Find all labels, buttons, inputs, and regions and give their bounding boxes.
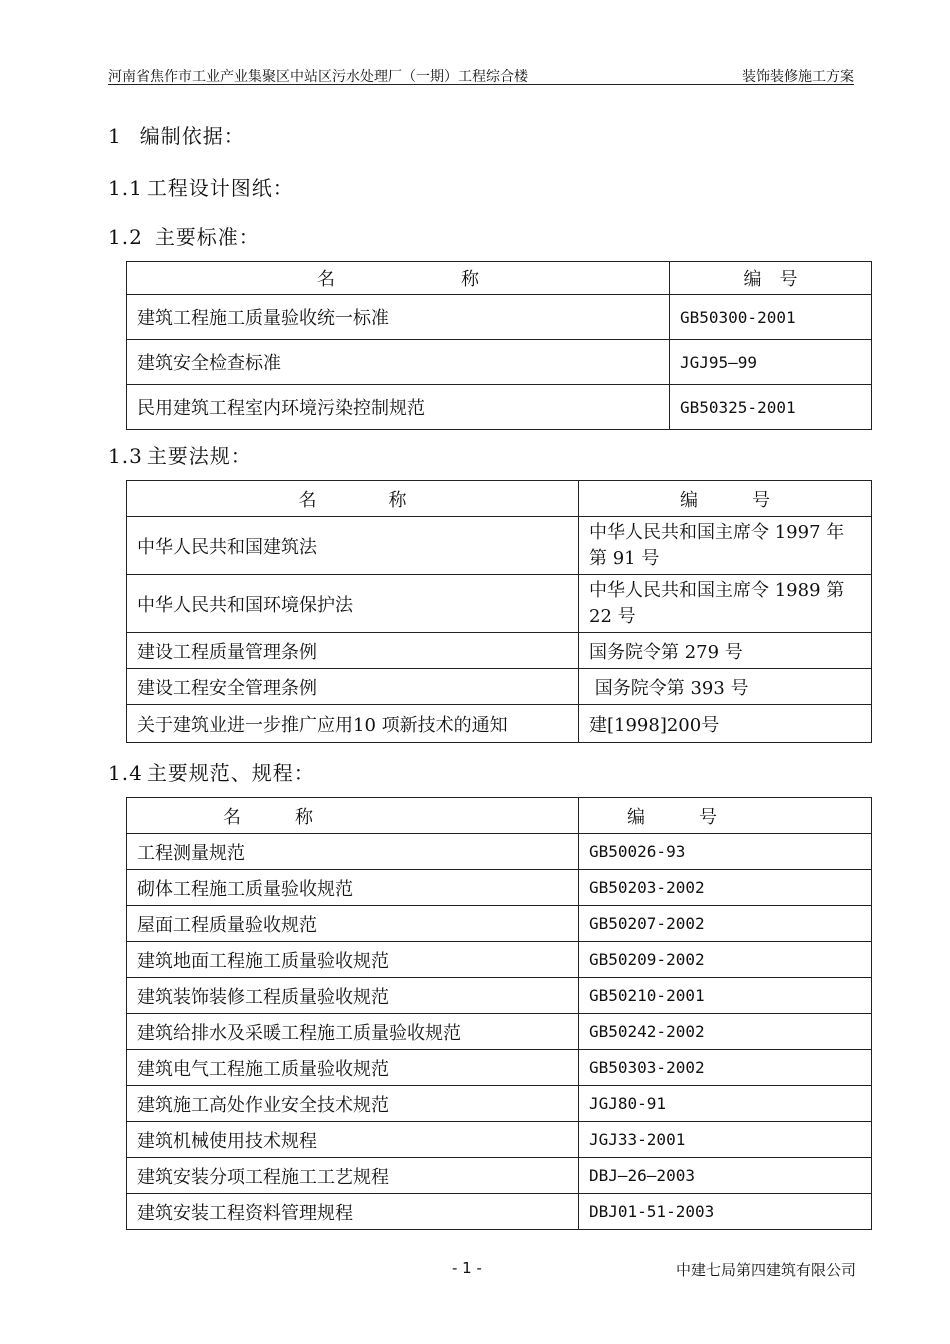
table-row <box>127 705 872 743</box>
standard-name: 建筑工程施工质量验收统一标准 <box>127 295 670 340</box>
spec-name: 建筑安装分项工程施工工艺规程 <box>127 1158 579 1194</box>
specs-table <box>126 797 872 1230</box>
table-row <box>127 633 872 669</box>
table-row <box>127 1050 872 1086</box>
law-code: 国务院令第 393 号 <box>579 669 872 705</box>
law-name: 建设工程安全管理条例 <box>127 669 579 705</box>
spec-name: 建筑地面工程施工质量验收规范 <box>127 942 579 978</box>
table-row <box>127 575 872 633</box>
column-header-code: 编 号 <box>670 262 872 295</box>
table-row <box>127 1194 872 1230</box>
spec-code: GB50210-2001 <box>579 978 872 1014</box>
heading-number: 1.4 <box>108 761 143 785</box>
page-header <box>108 66 854 85</box>
standard-code: GB50325-2001 <box>670 385 872 430</box>
spec-code: GB50203-2002 <box>579 870 872 906</box>
table-row <box>127 834 872 870</box>
table-row <box>127 942 872 978</box>
law-code: 中华人民共和国主席令 1989 第 22 号 <box>579 575 872 633</box>
table-row <box>127 295 872 340</box>
heading-text: 主要法规： <box>146 444 252 468</box>
standard-name: 建筑安全检查标准 <box>127 340 670 385</box>
heading-number: 1 <box>108 124 122 148</box>
standard-code: JGJ95—99 <box>670 340 872 385</box>
table-row <box>127 1014 872 1050</box>
spec-name: 建筑给排水及采暖工程施工质量验收规范 <box>127 1014 579 1050</box>
spec-code: GB50026-93 <box>579 834 872 870</box>
law-name: 中华人民共和国环境保护法 <box>127 575 579 633</box>
table-header-row <box>127 262 872 295</box>
spec-code: GB50209-2002 <box>579 942 872 978</box>
laws-table <box>126 480 872 743</box>
column-header-code: 编 号 <box>579 798 872 834</box>
standard-code: GB50300-2001 <box>670 295 872 340</box>
table-header-row <box>127 481 872 517</box>
spec-code: GB50207-2002 <box>579 906 872 942</box>
heading-1 <box>108 120 245 149</box>
law-name: 关于建筑业进一步推广应用10 项新技术的通知 <box>127 705 579 743</box>
heading-1-4 <box>108 757 315 786</box>
spec-name: 建筑施工高处作业安全技术规范 <box>127 1086 579 1122</box>
table-row <box>127 340 872 385</box>
table-row <box>127 669 872 705</box>
spec-code: JGJ80-91 <box>579 1086 872 1122</box>
table-row <box>127 870 872 906</box>
table-row <box>127 978 872 1014</box>
table-row <box>127 906 872 942</box>
law-name: 建设工程质量管理条例 <box>127 633 579 669</box>
standard-name: 民用建筑工程室内环境污染控制规范 <box>127 385 670 430</box>
heading-number: 1.1 <box>108 176 143 200</box>
column-header-name: 名 称 <box>127 481 579 517</box>
spec-code: JGJ33-2001 <box>579 1122 872 1158</box>
heading-1-2 <box>108 221 260 250</box>
law-code: 中华人民共和国主席令 1997 年第 91 号 <box>579 517 872 575</box>
heading-1-1 <box>108 172 294 201</box>
page-number: - 1 - <box>452 1259 482 1277</box>
spec-code: GB50303-2002 <box>579 1050 872 1086</box>
spec-name: 砌体工程施工质量验收规范 <box>127 870 579 906</box>
spec-code: GB50242-2002 <box>579 1014 872 1050</box>
header-doc-title: 装饰装修施工方案 <box>742 69 854 85</box>
footer-company: 中建七局第四建筑有限公司 <box>675 1261 856 1279</box>
table-row <box>127 517 872 575</box>
heading-text: 工程设计图纸： <box>146 176 294 200</box>
table-row <box>127 385 872 430</box>
table-row <box>127 1122 872 1158</box>
spec-name: 建筑电气工程施工质量验收规范 <box>127 1050 579 1086</box>
table-row <box>127 1158 872 1194</box>
spec-code: DBJ01-51-2003 <box>579 1194 872 1230</box>
heading-text: 编制依据： <box>139 124 245 148</box>
spec-name: 建筑机械使用技术规程 <box>127 1122 579 1158</box>
spec-code: DBJ—26—2003 <box>579 1158 872 1194</box>
heading-number: 1.3 <box>108 444 143 468</box>
spec-name: 建筑装饰装修工程质量验收规范 <box>127 978 579 1014</box>
standards-table <box>126 261 872 430</box>
table-header-row <box>127 798 872 834</box>
column-header-code: 编 号 <box>579 481 872 517</box>
heading-text: 主要标准： <box>154 225 260 249</box>
law-code: 建[1998]200号 <box>579 705 872 743</box>
column-header-name: 名 称 <box>127 262 670 295</box>
heading-1-3 <box>108 440 252 469</box>
spec-name: 屋面工程质量验收规范 <box>127 906 579 942</box>
header-project-title: 河南省焦作市工业产业集聚区中站区污水处理厂（一期）工程综合楼 <box>108 69 528 85</box>
table-row <box>127 1086 872 1122</box>
law-name: 中华人民共和国建筑法 <box>127 517 579 575</box>
heading-text: 主要规范、规程： <box>146 761 315 785</box>
law-code: 国务院令第 279 号 <box>579 633 872 669</box>
spec-name: 建筑安装工程资料管理规程 <box>127 1194 579 1230</box>
heading-number: 1.2 <box>108 225 143 249</box>
column-header-name: 名 称 <box>127 798 579 834</box>
spec-name: 工程测量规范 <box>127 834 579 870</box>
